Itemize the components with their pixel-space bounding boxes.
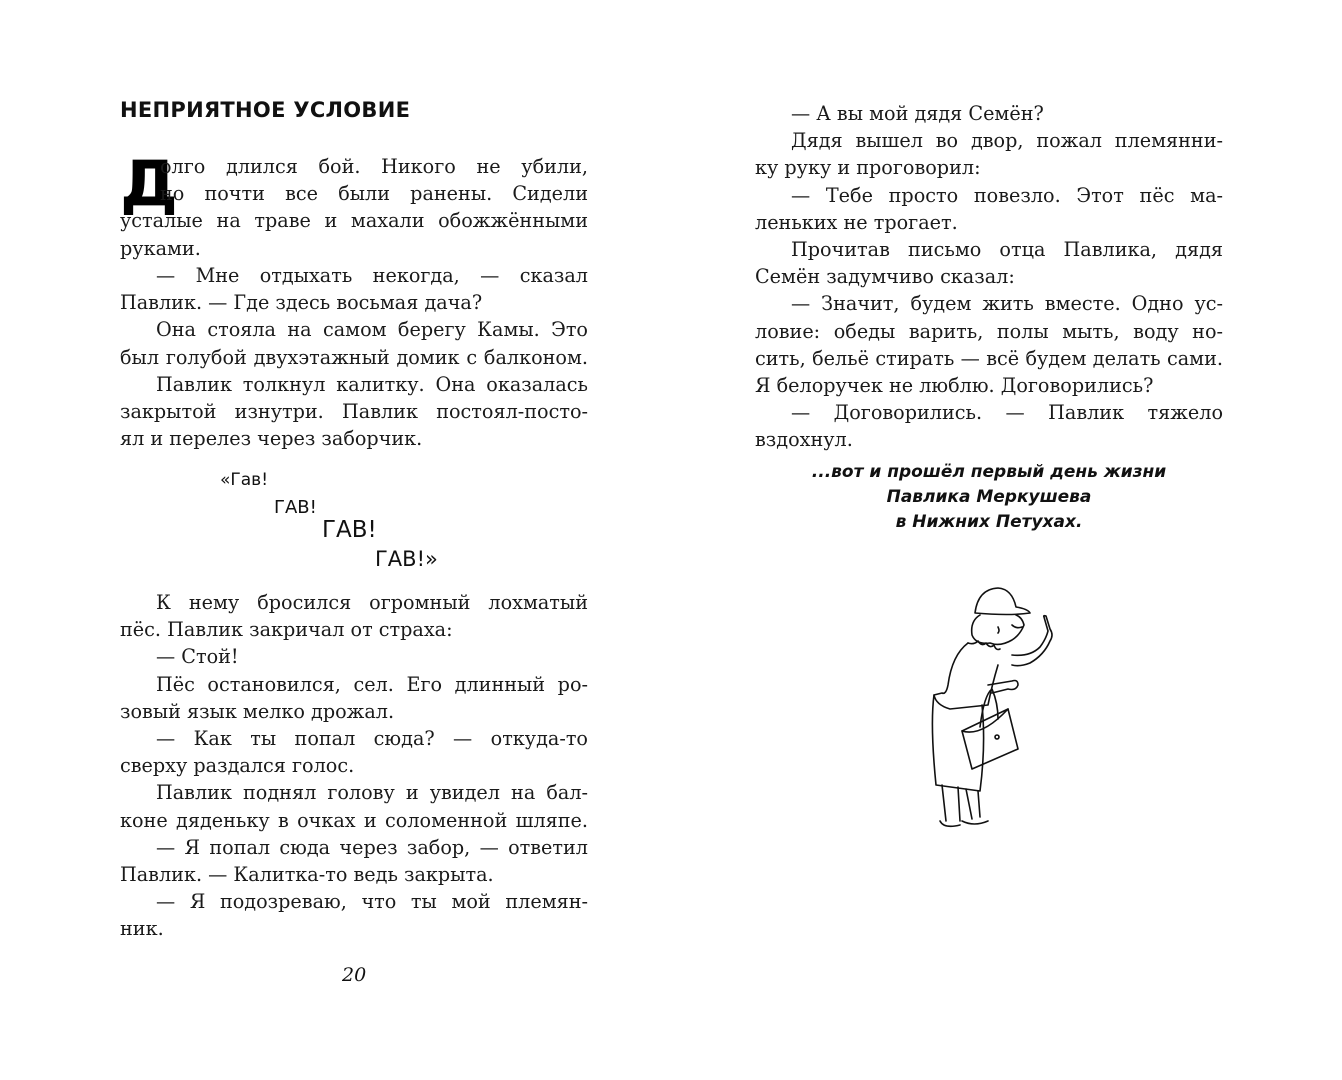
collar	[968, 641, 1000, 650]
paragraph-opening	[120, 147, 588, 262]
text-line: К нему бросился огромный лохматый	[156, 591, 588, 614]
text-line: вздохнул.	[755, 428, 853, 452]
text-line: леньких не трогает.	[755, 210, 958, 234]
bark-text: ГАВ!	[274, 497, 317, 518]
page-number: 20	[342, 964, 367, 986]
text-line: руками.	[120, 236, 201, 260]
chapter-title: НЕПРИЯТНОЕ УСЛОВИЕ	[120, 98, 411, 122]
text-line: сить, бельё стирать — всё будем делать сами.	[755, 346, 1223, 370]
shoes	[940, 821, 988, 826]
raised-arm	[1012, 616, 1052, 666]
text-line: был голубой двухэтажный домик с балконом.	[120, 345, 588, 369]
text-line: — Тебе просто повезло. Этот пёс ма-	[791, 183, 1223, 207]
text-line: ял и перелез через заборчик.	[120, 427, 423, 451]
woman-illustration	[900, 585, 1080, 835]
text-line: Павлик. — Где здесь восьмая дача?	[120, 291, 483, 315]
drop-cap: Д	[120, 147, 178, 220]
text-line: — Договорились. — Павлик тяжело	[791, 401, 1223, 425]
epilogue-line: ...вот и прошёл первый день жизни	[811, 462, 1167, 482]
text-line: — Стой!	[156, 645, 239, 669]
text-line: закрытой изнутри. Павлик постоял-посто-	[120, 399, 588, 423]
text-line: сверху раздался голос.	[120, 754, 355, 778]
text-line: — Как ты попал сюда? — откуда-то	[156, 726, 588, 750]
paragraph-block-right	[755, 100, 1223, 453]
text-line: Павлик поднял голову и увидел на бал-	[156, 781, 588, 805]
text-line: Я белоручек не люблю. Договорились?	[755, 373, 1154, 397]
text-line: Павлик толкнул калитку. Она оказалась	[156, 372, 588, 396]
paragraph-block-3	[120, 589, 588, 942]
text-line: — Я подозреваю, что ты мой племян-	[156, 890, 588, 914]
text-line: — Я попал сюда через забор, — ответил	[156, 835, 588, 859]
skirt	[932, 695, 983, 791]
text-line: Дядя вышел во двор, пожал племянни-	[791, 129, 1223, 153]
text-line: — Значит, будем жить вместе. Одно ус-	[791, 292, 1223, 316]
text-line: — Мне отдыхать некогда, — сказал	[156, 264, 588, 287]
paragraph-block-2	[120, 262, 588, 452]
hat	[975, 588, 1030, 615]
text-line: Пёс остановился, сел. Его длинный ро-	[156, 672, 588, 696]
torso	[934, 643, 998, 709]
head	[972, 615, 1024, 644]
text-line: зовый язык мелко дрожал.	[120, 699, 395, 723]
epilogue-text	[755, 460, 1223, 535]
bark-text: ГАВ!	[322, 517, 377, 543]
text-line: Павлик. — Калитка-то ведь закрыта.	[120, 862, 494, 886]
text-line: — А вы мой дядя Семён?	[791, 102, 1044, 125]
text-line: усталые на траве и махали обожжёнными	[120, 209, 588, 233]
handbag	[962, 709, 1018, 769]
epilogue-line: в Нижних Петухах.	[895, 512, 1083, 532]
text-line: Она стояла на самом берегу Камы. Это	[156, 318, 588, 342]
text-line: коне дяденьку в очках и соломенной шляпе.	[120, 808, 588, 832]
text-line: олго длился бой. Никого не убили,	[160, 155, 588, 178]
bark-text: ГАВ!»	[375, 547, 438, 571]
text-line: ловие: обеды варить, полы мыть, воду но-	[755, 319, 1223, 343]
text-line: ник.	[120, 917, 164, 941]
text-line: пёс. Павлик закричал от страха:	[120, 618, 453, 642]
text-line: ку руку и проговорил:	[755, 156, 981, 180]
text-line: Прочитав письмо отца Павлика, дядя	[791, 237, 1223, 261]
bark-text: «Гав!	[220, 470, 269, 490]
text-line: но почти все были ранены. Сидели	[160, 182, 588, 206]
epilogue-line: Павлика Меркушева	[886, 487, 1092, 507]
text-line: Семён задумчиво сказал:	[755, 265, 1015, 289]
